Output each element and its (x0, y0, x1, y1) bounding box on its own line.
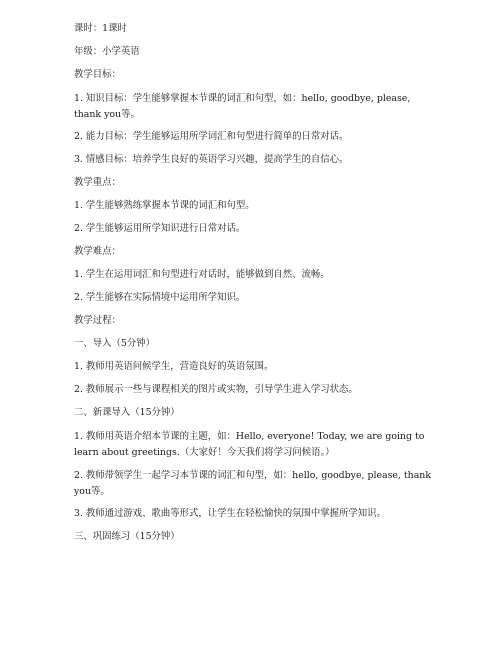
section-intro-heading: 一、导入（5分钟） (74, 338, 155, 349)
lesson-plan-body (74, 22, 435, 543)
process-heading: 教学过程： (74, 315, 121, 326)
key-point-1: 1. 学生能够熟练掌握本节课的词汇和句型。 (74, 200, 255, 211)
key-point-2: 2. 学生能够运用所学知识进行日常对话。 (74, 223, 246, 234)
grade: 年级：小学英语 (74, 46, 140, 57)
new-lesson-step-2: 2. 教师带领学生一起学习本节课的词汇和句型，如：hello, goodbye, please, thank you等。 (74, 470, 435, 497)
intro-step-1: 1. 教师用英语问候学生，营造良好的英语氛围。 (74, 361, 274, 372)
goal-ability: 2. 能力目标：学生能够运用所学词汇和句型进行简单的日常对话。 (74, 131, 349, 142)
difficulties-heading: 教学难点： (74, 246, 121, 257)
difficulty-1: 1. 学生在运用词汇和句型进行对话时，能够做到自然、流畅。 (74, 269, 330, 280)
goal-knowledge: 1. 知识目标：学生能够掌握本节课的词汇和句型，如：hello, goodbye, please, thank you等。 (74, 93, 414, 120)
new-lesson-step-1: 1. 教师用英语介绍本节课的主题，如：Hello, everyone! Today, we are going to learn about greetings.（大家好！今天我们将学习问候语。） (74, 431, 428, 458)
goal-emotion: 3. 情感目标：培养学生良好的英语学习兴趣，提高学生的自信心。 (74, 154, 349, 165)
section-new-lesson-heading: 二、新课导入（15分钟） (74, 407, 180, 418)
teaching-goals-heading: 教学目标： (74, 69, 121, 80)
section-practice-heading: 三、巩固练习（15分钟） (74, 531, 180, 542)
new-lesson-step-3: 3. 教师通过游戏、歌曲等形式，让学生在轻松愉快的氛围中掌握所学知识。 (74, 508, 386, 519)
class-hours: 课时：1课时 (74, 23, 127, 34)
key-points-heading: 教学重点： (74, 177, 121, 188)
intro-step-2: 2. 教师展示一些与课程相关的图片或实物，引导学生进入学习状态。 (74, 384, 358, 395)
difficulty-2: 2. 学生能够在实际情境中运用所学知识。 (74, 292, 246, 303)
